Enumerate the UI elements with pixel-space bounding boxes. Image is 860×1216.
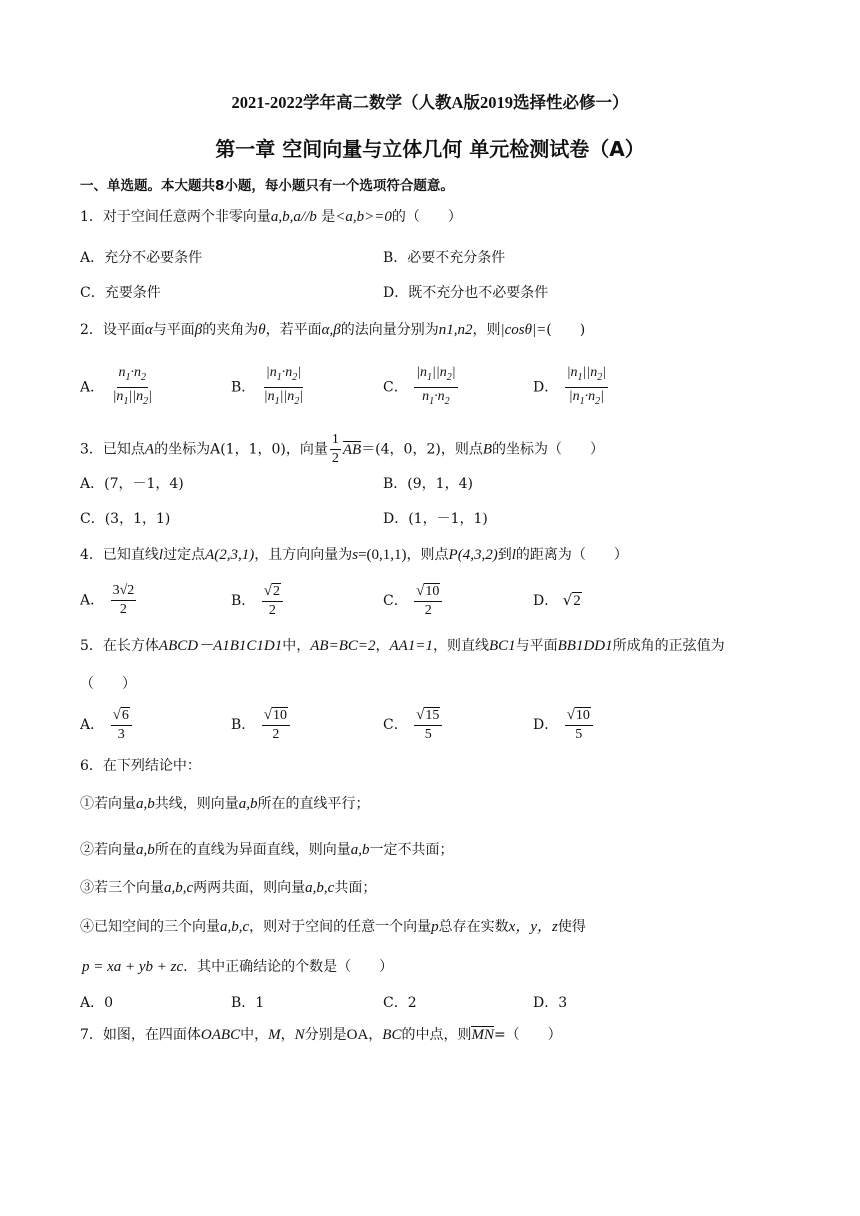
q5-option-d: D． $\frac{√10}{5}$	[533, 706, 595, 744]
q6-s3-a: ③若三个向量	[80, 880, 164, 896]
q2-option-b	[231, 364, 307, 411]
q1-condition: <a,b>=0	[335, 209, 392, 225]
q6-s3-c: 共面；	[334, 880, 377, 896]
q3-lead: 3．已知点	[80, 441, 145, 458]
q3-vector-ab: AB	[342, 441, 362, 458]
q5-text-4: 与平面	[515, 638, 558, 654]
q2-option-d-fraction: $\frac{|n_1||n_2|}{|n_1\cdot n_2|}$	[566, 365, 607, 407]
q2-lead: 2．设平面	[80, 322, 145, 338]
q3-point-b: B	[482, 441, 493, 458]
q4-point-a: A(2,3,1)	[205, 547, 255, 563]
q3-option-c: C．(3，1，1)	[80, 511, 171, 527]
q6-s4-d: 使得	[557, 919, 586, 935]
q4-option-a-num: 3√2	[111, 582, 137, 601]
q6-s4-vectors: a,b,c	[220, 919, 250, 935]
q2-text-3: ，若平面	[265, 322, 322, 338]
question-3	[80, 431, 604, 468]
q4-option-b-radicand: 2	[272, 584, 280, 599]
q2-option-d-label: D．	[533, 379, 559, 396]
q4-option-a-fraction	[111, 582, 137, 619]
q7-text-1: 中，	[240, 1027, 269, 1043]
q5-option-d-den: 5	[575, 727, 583, 742]
q2-option-b-label: B．	[231, 379, 256, 396]
q7-segment-bc: BC	[382, 1027, 402, 1043]
q7-text-4: ，	[368, 1027, 383, 1043]
q4-tail: 的距离为（ ）	[515, 547, 628, 563]
question-6: 6．在下列结论中：	[80, 758, 201, 774]
q4-option-b-fraction: $\frac{√2}{2}$	[262, 582, 283, 620]
q3-option-b: B．(9，1，4)	[383, 476, 473, 492]
q2-option-d	[533, 364, 610, 411]
q3-coord-a: A(1，1，0)，向量	[210, 441, 328, 458]
q4-option-a-den: 2	[119, 602, 127, 617]
q2-text-2: 的夹角为	[202, 322, 259, 338]
q2-text-5: ，则	[472, 322, 501, 338]
q2-option-c-fraction: $\frac{|n_1||n_2|}{n_1\cdot n_2}$	[416, 365, 456, 407]
question-4	[80, 545, 628, 565]
q7-segment-oa: OA	[346, 1027, 369, 1043]
q4-text-4: 到	[497, 547, 512, 563]
q5-option-a-radicand: 6	[121, 708, 129, 723]
q6-option-d: D．3	[533, 995, 568, 1011]
q3-half	[330, 431, 341, 468]
q4-lead: 4．已知直线	[80, 547, 159, 563]
q1-tail: 的（ ）	[391, 209, 462, 225]
q2-option-a-label: A．	[80, 379, 105, 396]
q6-option-b: B．1	[231, 995, 265, 1011]
q3-text-2: ＝(4，0，2)，则点	[361, 441, 483, 458]
q4-vector-s-value: =(0,1,1)	[358, 547, 407, 563]
q4-option-d: D． √2	[533, 591, 581, 609]
q4-option-b-den: 2	[268, 603, 276, 618]
q6-s2-b: 所在的直线为异面直线，则向量	[154, 842, 351, 858]
q6-s1-c: 所在的直线平行；	[257, 796, 370, 812]
q4-text-3: ，则点	[406, 547, 449, 563]
q3-option-d: D．(1，－1，1)	[383, 511, 488, 527]
q2-beta: β	[194, 322, 203, 338]
q6-s3-b: 两两共面，则向量	[193, 880, 306, 896]
q5-lead: 5．在长方体	[80, 638, 159, 654]
q2-text-1: 与平面	[152, 322, 195, 338]
question-5	[80, 636, 725, 656]
q4-option-d-radicand: 2	[573, 593, 581, 609]
q6-statement-2	[80, 840, 454, 860]
q4-text-1: 过定点	[163, 547, 206, 563]
q5-option-b-radicand: 10	[272, 708, 287, 723]
q5-option-b-label: B．	[231, 717, 256, 733]
q6-formula-line	[82, 957, 393, 977]
q6-s2-vectors: a,b	[136, 842, 155, 858]
q5-text-3: ，则直线	[432, 638, 489, 654]
q6-statement-3	[80, 878, 376, 898]
q6-s2-a: ②若向量	[80, 842, 136, 858]
q5-option-c: C． $\frac{√15}{5}$	[383, 706, 444, 744]
q4-option-a-label: A．	[80, 592, 105, 609]
q2-alpha: α	[144, 322, 153, 338]
q2-option-c-label: C．	[383, 379, 408, 396]
q5-option-c-radicand: 15	[425, 708, 440, 723]
q6-statement-1	[80, 794, 370, 814]
q6-s4-xyz: x，y，z	[508, 919, 558, 935]
q4-option-c-label: C．	[383, 593, 408, 609]
q7-text-5: 的中点，则	[401, 1027, 472, 1043]
q6-s4-c: 总存在实数	[438, 919, 509, 935]
q1-vars: a,b,a//b	[270, 209, 317, 225]
q6-s2-c: 一定不共面；	[369, 842, 454, 858]
q2-theta: θ	[258, 322, 266, 338]
q6-s1-a: ①若向量	[80, 796, 136, 812]
q6-s1-b: 共线，则向量	[154, 796, 239, 812]
document-subtitle: 第一章 空间向量与立体几何 单元检测试卷（A）	[215, 137, 645, 161]
q1-option-d: D．既不充分也不必要条件	[383, 285, 549, 301]
q5-option-b: B． $\frac{√10}{2}$	[231, 706, 292, 744]
q5-option-c-den: 5	[424, 727, 432, 742]
q5-option-d-radicand: 10	[575, 708, 590, 723]
q6-s3-vectors-2: a,b,c	[305, 880, 335, 896]
q4-line-l-2: l	[511, 547, 516, 563]
q3-half-den: 2	[331, 451, 339, 466]
q7-point-n: N	[294, 1027, 305, 1043]
q2-option-b-fraction: $\frac{|n_1\cdot n_2|}{|n_1||n_2|}$	[263, 365, 304, 407]
q4-option-a	[80, 582, 138, 619]
q3-point-a: A	[144, 441, 155, 458]
q2-cos: |cosθ|=	[500, 322, 547, 338]
q7-lead: 7．如图，在四面体	[80, 1027, 201, 1043]
q4-option-d-label: D．	[533, 593, 559, 609]
q4-vector-s: s	[352, 547, 359, 563]
q4-option-c-radicand: 10	[425, 584, 440, 599]
q4-option-c-den: 2	[424, 603, 432, 618]
q7-point-m: M	[268, 1027, 281, 1043]
q5-box: ABCD－A1B1C1D1	[158, 638, 283, 654]
q2-text-4: 的法向量分别为	[340, 322, 439, 338]
q1-mid: 是	[321, 209, 336, 225]
q5-option-a: A． $\frac{√6}{3}$	[80, 706, 134, 744]
q3-half-num: 1	[330, 431, 341, 450]
q2-option-c	[383, 364, 460, 411]
q2-normals: n1,n2	[438, 322, 473, 338]
q5-option-b-den: 2	[272, 727, 280, 742]
question-2	[80, 320, 585, 340]
q6-s2-vectors-2: a,b	[350, 842, 370, 858]
q4-option-b	[231, 582, 285, 620]
q6-s4-a: ④已知空间的三个向量	[80, 919, 220, 935]
q7-text-2: ，	[280, 1027, 295, 1043]
q2-option-a-fraction: $\frac{n_1\cdot n_2}{|n_1||n_2|}$	[112, 365, 152, 407]
q6-option-c: C．2	[383, 995, 417, 1011]
question-1	[80, 207, 462, 227]
q5-option-a-label: A．	[80, 717, 105, 733]
q4-option-c	[383, 582, 444, 620]
q5-eq-2: AA1=1	[389, 638, 433, 654]
q5-option-d-label: D．	[533, 717, 559, 733]
q6-formula: p = xa + yb + zc	[82, 959, 184, 975]
q1-option-a: A．充分不必要条件	[80, 250, 203, 266]
q7-vector-mn: MN	[471, 1027, 494, 1043]
q3-option-a: A．(7，－1，4)	[80, 476, 184, 492]
q7-text-3: 分别是	[304, 1027, 347, 1043]
q5-eq-1: AB=BC=2	[310, 638, 376, 654]
q6-option-a: A．0	[80, 995, 114, 1011]
q4-option-b-label: B．	[231, 593, 256, 609]
q3-text-1: 的坐标为	[154, 441, 211, 458]
q6-s1-vectors: a,b	[136, 796, 155, 812]
q5-text-5: 所成角的正弦值为	[612, 638, 725, 654]
q4-option-c-fraction: $\frac{√10}{2}$	[414, 582, 442, 620]
q5-line-bc1: BC1	[488, 638, 516, 654]
q7-tail: =（ ）	[493, 1027, 562, 1043]
q5-paren: （ ）	[80, 676, 136, 692]
q1-lead: 1．对于空间任意两个非零向量	[80, 209, 271, 225]
q5-plane: BB1DD1	[557, 638, 613, 654]
q5-text-2: ，	[375, 638, 390, 654]
q6-s4-b: ，则对于空间的任意一个向量	[249, 919, 432, 935]
document-title: 2021-2022学年高二数学（人教A版2019选择性必修一）	[231, 93, 629, 112]
q7-tetrahedron: OABC	[200, 1027, 241, 1043]
q2-tail: ( )	[546, 322, 586, 338]
q6-statement-4	[80, 917, 586, 937]
q5-text-1: 中，	[282, 638, 311, 654]
q2-alpha-beta: α,β	[321, 322, 341, 338]
q1-option-b: B．必要不充分条件	[383, 250, 506, 266]
q1-option-c: C．充要条件	[80, 285, 161, 301]
question-7	[80, 1025, 562, 1045]
q4-line-l: l	[158, 547, 164, 563]
q6-s1-vectors-2: a,b	[238, 796, 258, 812]
q6-s4-vector-p: p	[431, 919, 439, 935]
q2-option-a	[80, 364, 156, 411]
q5-option-a-den: 3	[117, 727, 125, 742]
q4-text-2: ，且方向向量为	[254, 547, 353, 563]
section-heading: 一、单选题。本大题共8小题，每小题只有一个选项符合题意。	[80, 178, 454, 194]
q6-s3-vectors: a,b,c	[164, 880, 194, 896]
q3-tail: 的坐标为（ ）	[492, 441, 605, 458]
q6-question: ．其中正确结论的个数是（ ）	[183, 959, 394, 975]
q5-option-c-label: C．	[383, 717, 408, 733]
q4-point-p: P(4,3,2)	[448, 547, 498, 563]
